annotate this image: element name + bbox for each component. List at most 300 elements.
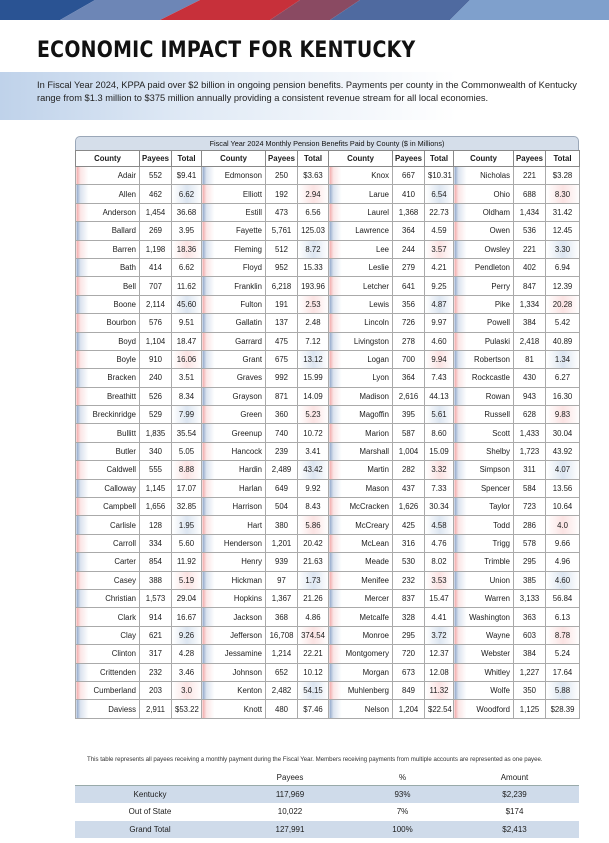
column-header: Payees — [266, 151, 298, 167]
county-table-container — [75, 136, 579, 719]
payees-cell: 250 — [266, 167, 298, 185]
table-row — [76, 350, 580, 368]
total-cell: 4.87 — [425, 295, 454, 313]
total-cell: 15.33 — [298, 258, 329, 276]
table-row — [76, 663, 580, 681]
column-header: County — [76, 151, 140, 167]
total-cell: 9.97 — [425, 314, 454, 332]
total-cell: 4.96 — [546, 553, 580, 571]
column-header: County — [202, 151, 266, 167]
total-cell: 54.15 — [298, 681, 329, 699]
county-name-cell: Nelson — [329, 700, 393, 718]
total-cell: 3.46 — [172, 663, 202, 681]
payees-cell: 641 — [393, 277, 425, 295]
payees-cell: 232 — [140, 663, 172, 681]
county-name-cell: Hancock — [202, 442, 266, 460]
payees-cell: 673 — [393, 663, 425, 681]
county-name-cell: Carter — [76, 553, 140, 571]
summary-column-header: Amount — [450, 770, 579, 786]
payees-cell: 191 — [266, 295, 298, 313]
total-cell: 10.64 — [546, 498, 580, 516]
payees-cell: 5,761 — [266, 222, 298, 240]
county-name-cell: Cumberland — [76, 681, 140, 699]
county-name-cell: Boone — [76, 295, 140, 313]
total-cell: $3.28 — [546, 167, 580, 185]
county-name-cell: Lincoln — [329, 314, 393, 332]
table-row — [76, 222, 580, 240]
payees-cell: 278 — [393, 332, 425, 350]
county-name-cell: Grant — [202, 350, 266, 368]
county-name-cell: Scott — [454, 424, 514, 442]
county-name-cell: Laurel — [329, 203, 393, 221]
table-row — [76, 424, 580, 442]
county-name-cell: Bourbon — [76, 314, 140, 332]
county-name-cell: Casey — [76, 571, 140, 589]
county-name-cell: Clinton — [76, 645, 140, 663]
total-cell: 15.99 — [298, 369, 329, 387]
total-cell: 12.37 — [425, 645, 454, 663]
payees-cell: 740 — [266, 424, 298, 442]
county-name-cell: Johnson — [202, 663, 266, 681]
total-cell: 9.66 — [546, 534, 580, 552]
total-cell: 4.21 — [425, 258, 454, 276]
summary-value-cell: $2,239 — [450, 786, 579, 804]
payees-cell: 529 — [140, 406, 172, 424]
payees-cell: 1,434 — [514, 203, 546, 221]
total-cell: 374.54 — [298, 626, 329, 644]
county-name-cell: Clark — [76, 608, 140, 626]
payees-cell: 192 — [266, 185, 298, 203]
total-cell: $9.41 — [172, 167, 202, 185]
payees-cell: 526 — [140, 387, 172, 405]
total-cell: 7.33 — [425, 479, 454, 497]
total-cell: 3.32 — [425, 461, 454, 479]
payees-cell: 414 — [140, 258, 172, 276]
payees-cell: 279 — [393, 258, 425, 276]
payees-cell: 311 — [514, 461, 546, 479]
payees-cell: 2,482 — [266, 681, 298, 699]
payees-cell: 1,656 — [140, 498, 172, 516]
payees-cell: 504 — [266, 498, 298, 516]
county-name-cell: Jessamine — [202, 645, 266, 663]
payees-cell: 473 — [266, 203, 298, 221]
county-name-cell: Bullitt — [76, 424, 140, 442]
total-cell: 3.0 — [172, 681, 202, 699]
payees-cell: 603 — [514, 626, 546, 644]
payees-cell: 97 — [266, 571, 298, 589]
table-row — [76, 571, 580, 589]
total-cell: $10.31 — [425, 167, 454, 185]
payees-cell: 286 — [514, 516, 546, 534]
county-name-cell: Boyd — [76, 332, 140, 350]
payees-cell: 360 — [266, 406, 298, 424]
table-row — [76, 479, 580, 497]
total-cell: 6.62 — [172, 258, 202, 276]
payees-cell: 943 — [514, 387, 546, 405]
summary-column-header — [75, 770, 225, 786]
county-name-cell: Harrison — [202, 498, 266, 516]
county-name-cell: Perry — [454, 277, 514, 295]
total-cell: 11.32 — [425, 681, 454, 699]
county-name-cell: Ohio — [454, 185, 514, 203]
county-name-cell: McLean — [329, 534, 393, 552]
county-name-cell: Jackson — [202, 608, 266, 626]
total-cell: 9.94 — [425, 350, 454, 368]
county-name-cell: Webster — [454, 645, 514, 663]
county-name-cell: Simpson — [454, 461, 514, 479]
summary-row — [75, 786, 579, 804]
payees-cell: 1,214 — [266, 645, 298, 663]
summary-value-cell: 93% — [355, 786, 450, 804]
payees-cell: 576 — [140, 314, 172, 332]
county-name-cell: Clay — [76, 626, 140, 644]
table-title: Fiscal Year 2024 Monthly Pension Benefits Paid by County ($ in Millions) — [75, 136, 579, 150]
total-cell: 5.19 — [172, 571, 202, 589]
column-header: Payees — [140, 151, 172, 167]
summary-value-cell: 100% — [355, 821, 450, 839]
payees-cell: 475 — [266, 332, 298, 350]
total-cell: 9.51 — [172, 314, 202, 332]
summary-table — [75, 770, 579, 839]
payees-cell: 1,723 — [514, 442, 546, 460]
county-name-cell: Russell — [454, 406, 514, 424]
county-name-cell: Carroll — [76, 534, 140, 552]
county-name-cell: Hart — [202, 516, 266, 534]
payees-cell: 720 — [393, 645, 425, 663]
payees-cell: 1,201 — [266, 534, 298, 552]
county-name-cell: Magoffin — [329, 406, 393, 424]
total-cell: 8.78 — [546, 626, 580, 644]
total-cell: 8.30 — [546, 185, 580, 203]
total-cell: 5.86 — [298, 516, 329, 534]
payees-cell: 2,114 — [140, 295, 172, 313]
payees-cell: 388 — [140, 571, 172, 589]
total-cell: 17.64 — [546, 663, 580, 681]
payees-cell: 328 — [393, 608, 425, 626]
payees-cell: 1,104 — [140, 332, 172, 350]
column-header: Total — [172, 151, 202, 167]
summary-value-cell: $174 — [450, 803, 579, 821]
county-name-cell: Woodford — [454, 700, 514, 718]
total-cell: 44.13 — [425, 387, 454, 405]
county-name-cell: Barren — [76, 240, 140, 258]
total-cell: 30.34 — [425, 498, 454, 516]
county-name-cell: Marshall — [329, 442, 393, 460]
payees-cell: 1,227 — [514, 663, 546, 681]
total-cell: 5.23 — [298, 406, 329, 424]
total-cell: 7.43 — [425, 369, 454, 387]
summary-value-cell: 127,991 — [225, 821, 355, 839]
payees-cell: 128 — [140, 516, 172, 534]
total-cell: 16.06 — [172, 350, 202, 368]
county-name-cell: Hardin — [202, 461, 266, 479]
total-cell: 3.41 — [298, 442, 329, 460]
payees-cell: 295 — [393, 626, 425, 644]
total-cell: 30.04 — [546, 424, 580, 442]
county-name-cell: Monroe — [329, 626, 393, 644]
county-name-cell: Marion — [329, 424, 393, 442]
county-name-cell: Estill — [202, 203, 266, 221]
county-name-cell: Bracken — [76, 369, 140, 387]
total-cell: 9.92 — [298, 479, 329, 497]
payees-cell: 425 — [393, 516, 425, 534]
county-name-cell: Kenton — [202, 681, 266, 699]
county-name-cell: Menifee — [329, 571, 393, 589]
total-cell: 7.99 — [172, 406, 202, 424]
payees-cell: 1,573 — [140, 589, 172, 607]
county-name-cell: Garrard — [202, 332, 266, 350]
county-name-cell: Grayson — [202, 387, 266, 405]
county-name-cell: Campbell — [76, 498, 140, 516]
county-name-cell: Henry — [202, 553, 266, 571]
county-name-cell: Anderson — [76, 203, 140, 221]
table-body — [76, 167, 580, 719]
total-cell: 8.72 — [298, 240, 329, 258]
county-name-cell: Trimble — [454, 553, 514, 571]
county-name-cell: Meade — [329, 553, 393, 571]
total-cell: 36.68 — [172, 203, 202, 221]
county-name-cell: Letcher — [329, 277, 393, 295]
summary-value-cell: $2,413 — [450, 821, 579, 839]
payees-cell: 81 — [514, 350, 546, 368]
county-name-cell: Todd — [454, 516, 514, 534]
county-name-cell: Whitley — [454, 663, 514, 681]
column-header: County — [329, 151, 393, 167]
payees-cell: 871 — [266, 387, 298, 405]
total-cell: 22.21 — [298, 645, 329, 663]
payees-cell: 992 — [266, 369, 298, 387]
column-header: Total — [546, 151, 580, 167]
county-name-cell: Jefferson — [202, 626, 266, 644]
county-name-cell: Pike — [454, 295, 514, 313]
county-name-cell: Union — [454, 571, 514, 589]
payees-cell: 232 — [393, 571, 425, 589]
payees-cell: 587 — [393, 424, 425, 442]
payees-cell: 380 — [266, 516, 298, 534]
column-header: Total — [298, 151, 329, 167]
payees-cell: 1,204 — [393, 700, 425, 718]
summary-value-cell: 10,022 — [225, 803, 355, 821]
total-cell: 125.03 — [298, 222, 329, 240]
total-cell: 29.04 — [172, 589, 202, 607]
county-name-cell: Montgomery — [329, 645, 393, 663]
payees-cell: 2,911 — [140, 700, 172, 718]
payees-cell: 847 — [514, 277, 546, 295]
payees-cell: 1,626 — [393, 498, 425, 516]
payees-cell: 430 — [514, 369, 546, 387]
county-name-cell: Mercer — [329, 589, 393, 607]
table-row — [76, 589, 580, 607]
county-name-cell: Logan — [329, 350, 393, 368]
county-name-cell: Elliott — [202, 185, 266, 203]
total-cell: 8.60 — [425, 424, 454, 442]
total-cell: 11.92 — [172, 553, 202, 571]
table-row — [76, 700, 580, 718]
county-name-cell: Butler — [76, 442, 140, 460]
county-name-cell: Owsley — [454, 240, 514, 258]
summary-column-header: Payees — [225, 770, 355, 786]
total-cell: 18.47 — [172, 332, 202, 350]
county-name-cell: Trigg — [454, 534, 514, 552]
total-cell: 5.05 — [172, 442, 202, 460]
payees-cell: 675 — [266, 350, 298, 368]
total-cell: 6.27 — [546, 369, 580, 387]
county-name-cell: Edmonson — [202, 167, 266, 185]
county-name-cell: Greenup — [202, 424, 266, 442]
total-cell: 17.07 — [172, 479, 202, 497]
payees-cell: 221 — [514, 167, 546, 185]
total-cell: 4.07 — [546, 461, 580, 479]
summary-column-header: % — [355, 770, 450, 786]
county-name-cell: Knott — [202, 700, 266, 718]
total-cell: 13.12 — [298, 350, 329, 368]
county-name-cell: Calloway — [76, 479, 140, 497]
county-name-cell: Madison — [329, 387, 393, 405]
table-row — [76, 369, 580, 387]
payees-cell: 1,145 — [140, 479, 172, 497]
county-name-cell: Boyle — [76, 350, 140, 368]
total-cell: $3.63 — [298, 167, 329, 185]
payees-cell: 350 — [514, 681, 546, 699]
county-name-cell: Muhlenberg — [329, 681, 393, 699]
payees-cell: 363 — [514, 608, 546, 626]
payees-cell: 402 — [514, 258, 546, 276]
summary-body — [75, 786, 579, 839]
county-name-cell: Carlisle — [76, 516, 140, 534]
payees-cell: 384 — [514, 645, 546, 663]
county-name-cell: Leslie — [329, 258, 393, 276]
table-row — [76, 442, 580, 460]
county-name-cell: McCracken — [329, 498, 393, 516]
table-row — [76, 240, 580, 258]
payees-cell: 1,368 — [393, 203, 425, 221]
total-cell: 4.60 — [546, 571, 580, 589]
table-row — [76, 295, 580, 313]
total-cell: 20.28 — [546, 295, 580, 313]
payees-cell: 203 — [140, 681, 172, 699]
payees-cell: 688 — [514, 185, 546, 203]
total-cell: 6.54 — [425, 185, 454, 203]
column-header: Payees — [514, 151, 546, 167]
payees-cell: 584 — [514, 479, 546, 497]
table-row — [76, 553, 580, 571]
county-name-cell: Taylor — [454, 498, 514, 516]
table-header-row — [76, 151, 580, 167]
table-row — [76, 681, 580, 699]
total-cell: 12.08 — [425, 663, 454, 681]
county-name-cell: Wayne — [454, 626, 514, 644]
county-name-cell: Metcalfe — [329, 608, 393, 626]
payees-cell: 395 — [393, 406, 425, 424]
county-name-cell: Livingston — [329, 332, 393, 350]
total-cell: 4.59 — [425, 222, 454, 240]
county-name-cell: Owen — [454, 222, 514, 240]
total-cell: 6.13 — [546, 608, 580, 626]
county-name-cell: Franklin — [202, 277, 266, 295]
payees-cell: 723 — [514, 498, 546, 516]
summary-row — [75, 821, 579, 839]
total-cell: 12.39 — [546, 277, 580, 295]
page-title: ECONOMIC IMPACT FOR KENTUCKY — [37, 38, 416, 63]
payees-cell: 364 — [393, 369, 425, 387]
total-cell: $53.22 — [172, 700, 202, 718]
table-row — [76, 608, 580, 626]
total-cell: 8.43 — [298, 498, 329, 516]
payees-cell: 385 — [514, 571, 546, 589]
payees-cell: 1,334 — [514, 295, 546, 313]
payees-cell: 2,616 — [393, 387, 425, 405]
table-row — [76, 277, 580, 295]
total-cell: 193.96 — [298, 277, 329, 295]
column-header: Payees — [393, 151, 425, 167]
total-cell: 21.26 — [298, 589, 329, 607]
county-name-cell: Breathitt — [76, 387, 140, 405]
county-name-cell: Fleming — [202, 240, 266, 258]
payees-cell: 244 — [393, 240, 425, 258]
table-row — [76, 516, 580, 534]
county-name-cell: Adair — [76, 167, 140, 185]
total-cell: $22.54 — [425, 700, 454, 718]
payees-cell: 295 — [514, 553, 546, 571]
summary-label-cell: Kentucky — [75, 786, 225, 804]
total-cell: 3.72 — [425, 626, 454, 644]
payees-cell: 137 — [266, 314, 298, 332]
total-cell: 5.24 — [546, 645, 580, 663]
total-cell: 43.42 — [298, 461, 329, 479]
total-cell: 5.42 — [546, 314, 580, 332]
summary-value-cell: 7% — [355, 803, 450, 821]
county-name-cell: Hickman — [202, 571, 266, 589]
total-cell: 8.88 — [172, 461, 202, 479]
county-name-cell: Rockcastle — [454, 369, 514, 387]
table-row — [76, 534, 580, 552]
county-name-cell: Fulton — [202, 295, 266, 313]
county-name-cell: Oldham — [454, 203, 514, 221]
total-cell: 21.63 — [298, 553, 329, 571]
total-cell: 43.92 — [546, 442, 580, 460]
payees-cell: 334 — [140, 534, 172, 552]
county-name-cell: Warren — [454, 589, 514, 607]
table-row — [76, 626, 580, 644]
total-cell: 12.45 — [546, 222, 580, 240]
payees-cell: 239 — [266, 442, 298, 460]
payees-cell: 707 — [140, 277, 172, 295]
county-name-cell: Rowan — [454, 387, 514, 405]
payees-cell: 269 — [140, 222, 172, 240]
intro-text: In Fiscal Year 2024, KPPA paid over $2 billion in ongoing pension benefits. Payments per county in the Commonwealth of Kentucky range from $1.3 million to $375 million annually providing a consistent revenue stream for all local economies. — [37, 80, 577, 103]
payees-cell: 364 — [393, 222, 425, 240]
total-cell: 4.76 — [425, 534, 454, 552]
total-cell: 6.62 — [172, 185, 202, 203]
payees-cell: 1,367 — [266, 589, 298, 607]
total-cell: 10.12 — [298, 663, 329, 681]
total-cell: 3.53 — [425, 571, 454, 589]
table-row — [76, 203, 580, 221]
decorative-top-banner — [0, 0, 609, 20]
total-cell: 7.12 — [298, 332, 329, 350]
total-cell: 4.41 — [425, 608, 454, 626]
county-name-cell: Wolfe — [454, 681, 514, 699]
payees-cell: 1,835 — [140, 424, 172, 442]
table-row — [76, 406, 580, 424]
total-cell: 1.34 — [546, 350, 580, 368]
total-cell: 10.72 — [298, 424, 329, 442]
total-cell: 40.89 — [546, 332, 580, 350]
total-cell: $7.46 — [298, 700, 329, 718]
total-cell: 16.30 — [546, 387, 580, 405]
payees-cell: 726 — [393, 314, 425, 332]
payees-cell: 854 — [140, 553, 172, 571]
